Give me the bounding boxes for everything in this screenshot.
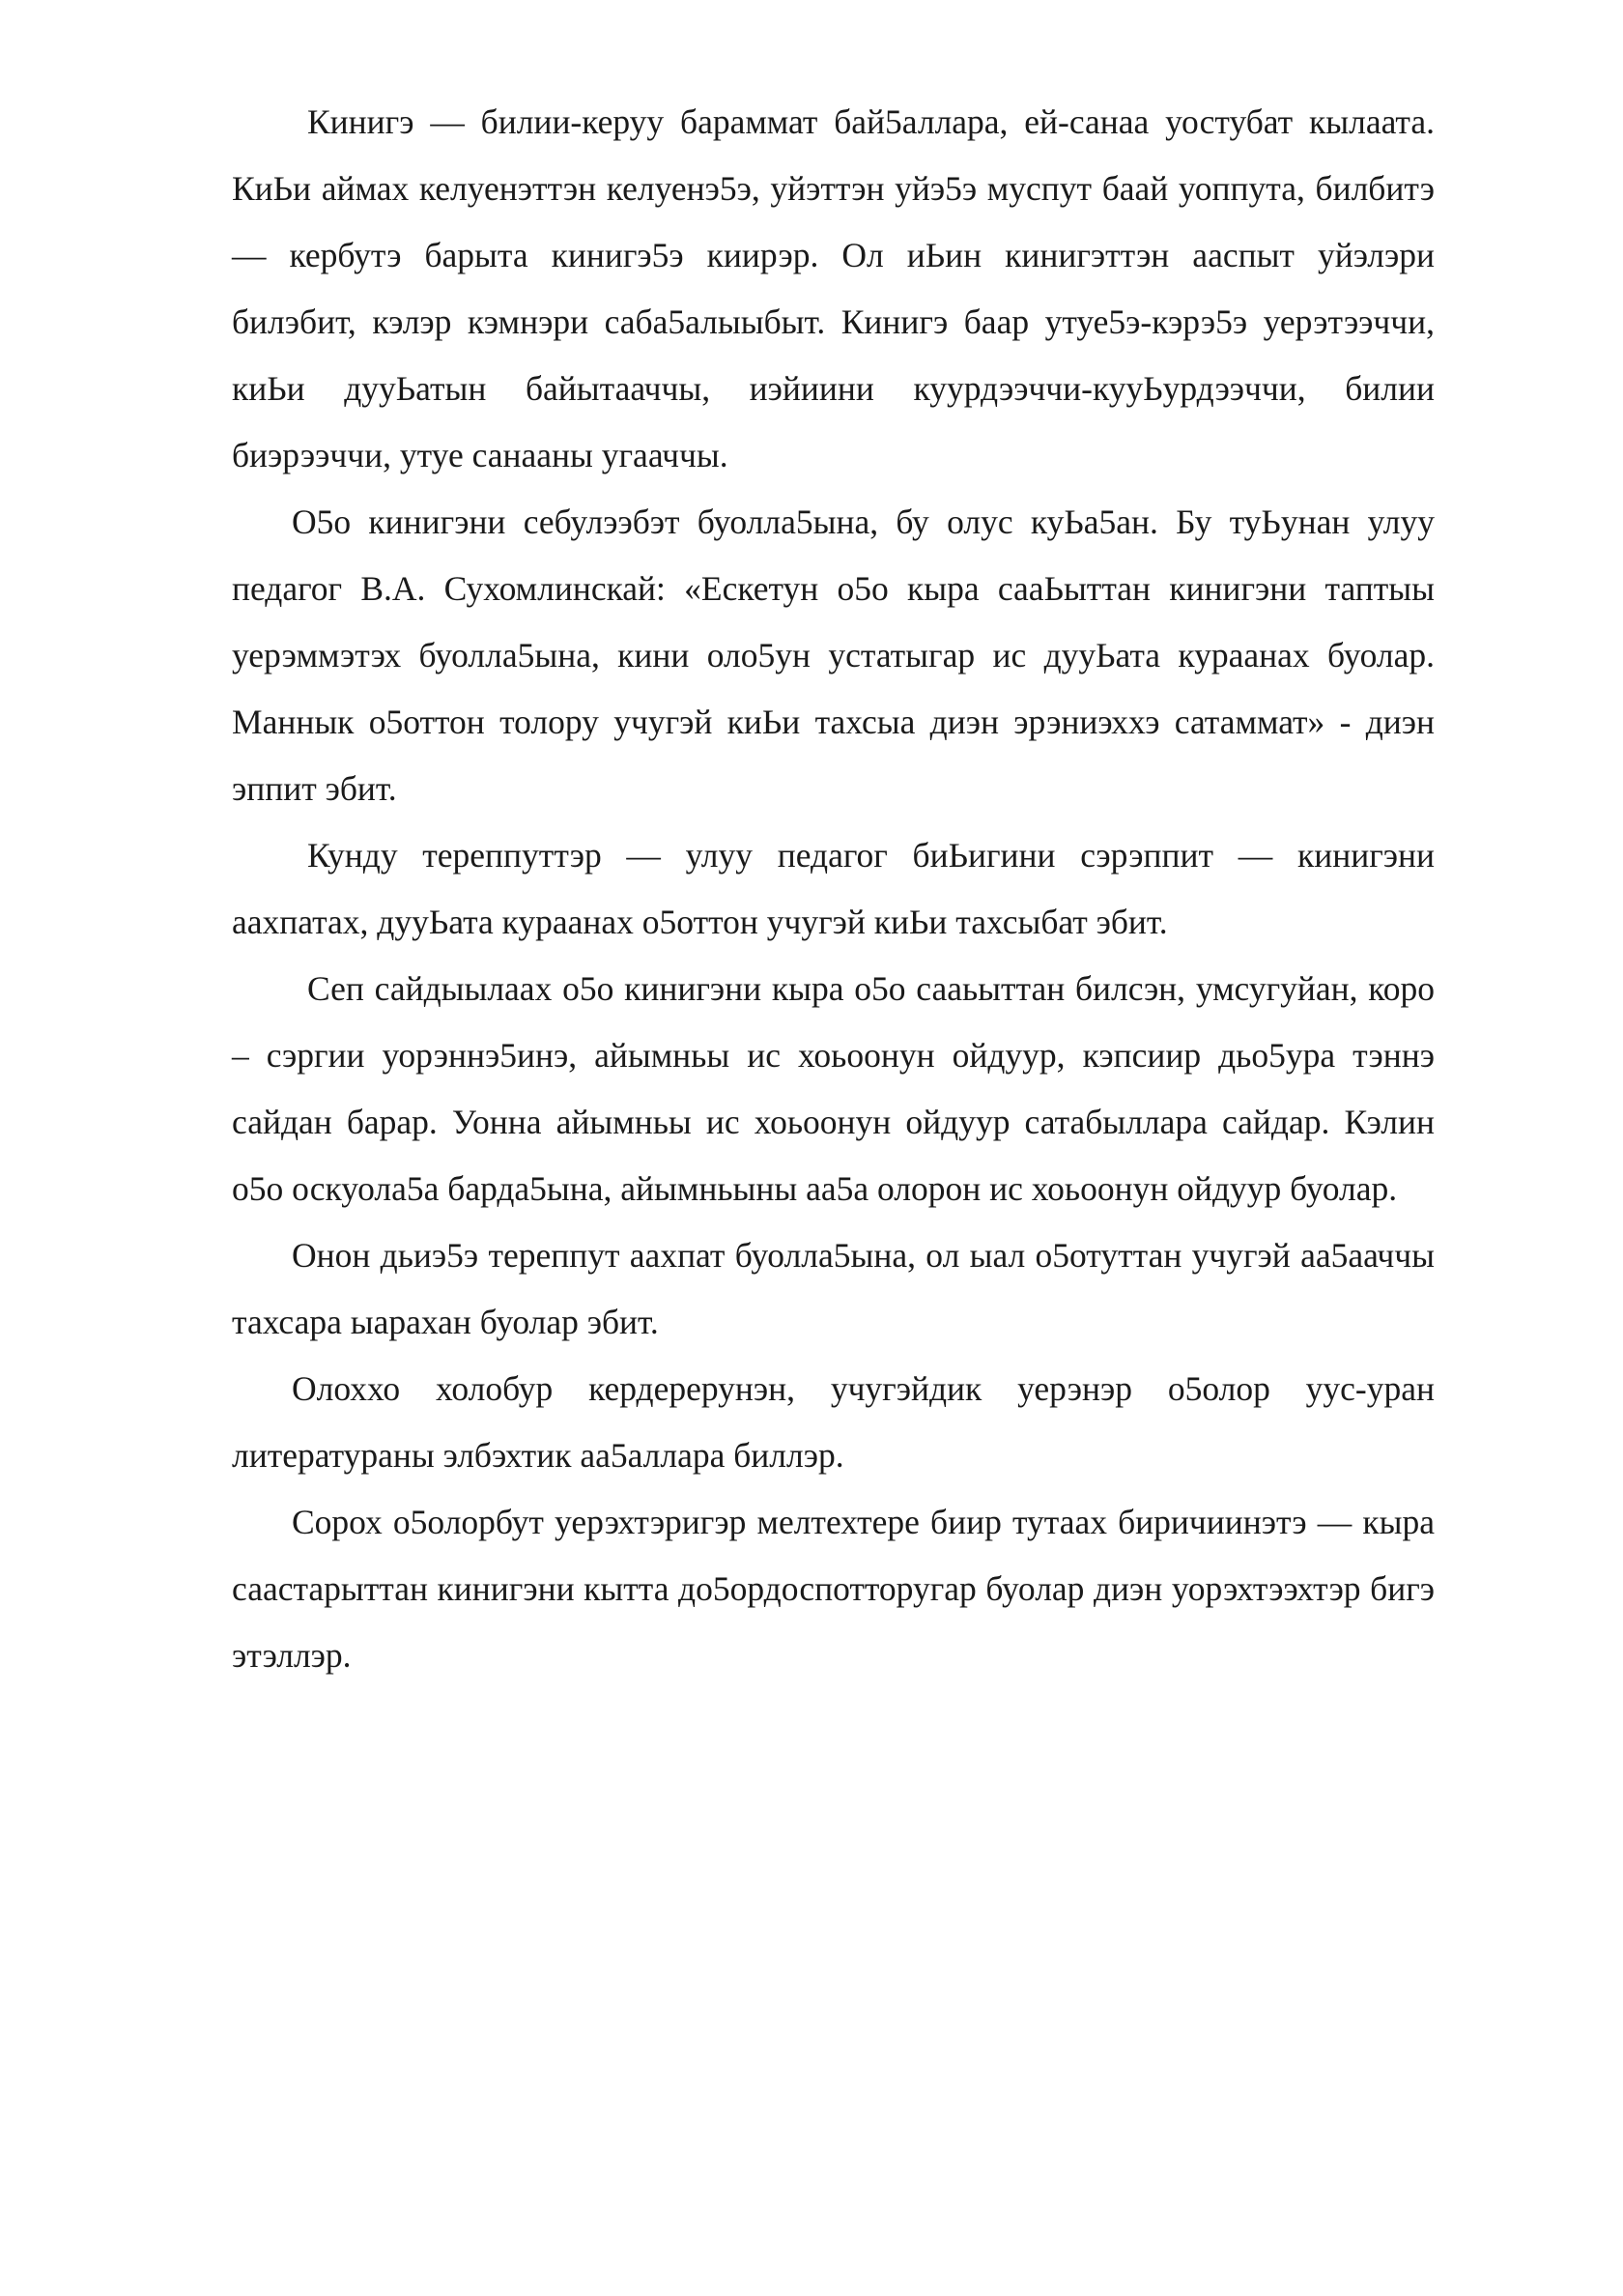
paragraph-home-reading: Онон дьиэ5э тереппут аахпат буолла5ына, ол ыал о5отуттан учугэй аа5ааччы тахсара ыарахан буолар эбит. xyxy=(232,1236,1435,1341)
paragraph-sukhomlinsky-quote: О5о кинигэни себулээбэт буолла5ына, бу олус куЬа5ан. Бу туЬунан улуу педагог В.А. Сухомлинскай: «Ескетун о5о кыра сааЬыттан кинигэни таптыы уерэммэтэх буолла5ына, кини оло5ун устатыгар ис дууЬата кураанах буолар. Маннык о5оттон толору учугэй киЬи тахсыа диэн эрэниэххэ сатаммат» - диэн эппит эбит. xyxy=(232,502,1435,808)
paragraph-good-students: Олоххо холобур кердерерунэн, учугэйдик уерэнэр о5олор уус-уран литератураны элбэхтик аа5аллара биллэр. xyxy=(232,1369,1435,1475)
paragraph-early-reading: Сеп сайдыылаах о5о кинигэни кыра о5о сааьыттан билсэн, умсугуйан, коро – сэргии уорэннэ5инэ, айымньы ис хоьоонун ойдуур, кэпсиир дьо5ура тэннэ сайдан барар. Уонна айымньы ис хоьоонун ойдуур сатабыллара сайдар. Кэлин о5о оскуола5а барда5ына, айымньыны аа5а олорон ис хоьоонун ойдуур буолар. xyxy=(232,969,1435,1208)
paragraph-books-value: Кинигэ — билии-керуу бараммат бай5аллара, ей-санаа уостубат кылаата. КиЬи аймах келуенэттэн келуенэ5э, уйэттэн уйэ5э муспут баай уоппута, билбитэ — кербутэ барыта кинигэ5э киирэр. Ол иЬин кинигэттэн ааспыт уйэлэри билэбит, кэлэр кэмнэри саба5алыыбыт. Кинигэ баар утуе5э-кэрэ5э уерэтээччи, киЬи дууЬатын байытааччы, иэйиини куурдээччи-кууЬурдээччи, билии биэрээччи, утуе санааны угааччы. xyxy=(232,102,1435,474)
paragraph-parents-warning: Кунду тереппуттэр — улуу педагог биЬигини сэрэппит — кинигэни аахпатах, дууЬата кураанах о5оттон учугэй киЬи тахсыбат эбит. xyxy=(232,836,1435,941)
paragraph-weak-students: Сорох о5олорбут уерэхтэригэр мелтехтере биир тутаах биричиинэтэ — кыра саастарыттан кинигэни кытта до5ордоспотторугар буолар диэн уорэхтээхтэр бигэ этэллэр. xyxy=(232,1503,1435,1675)
document-page xyxy=(232,89,1435,1689)
